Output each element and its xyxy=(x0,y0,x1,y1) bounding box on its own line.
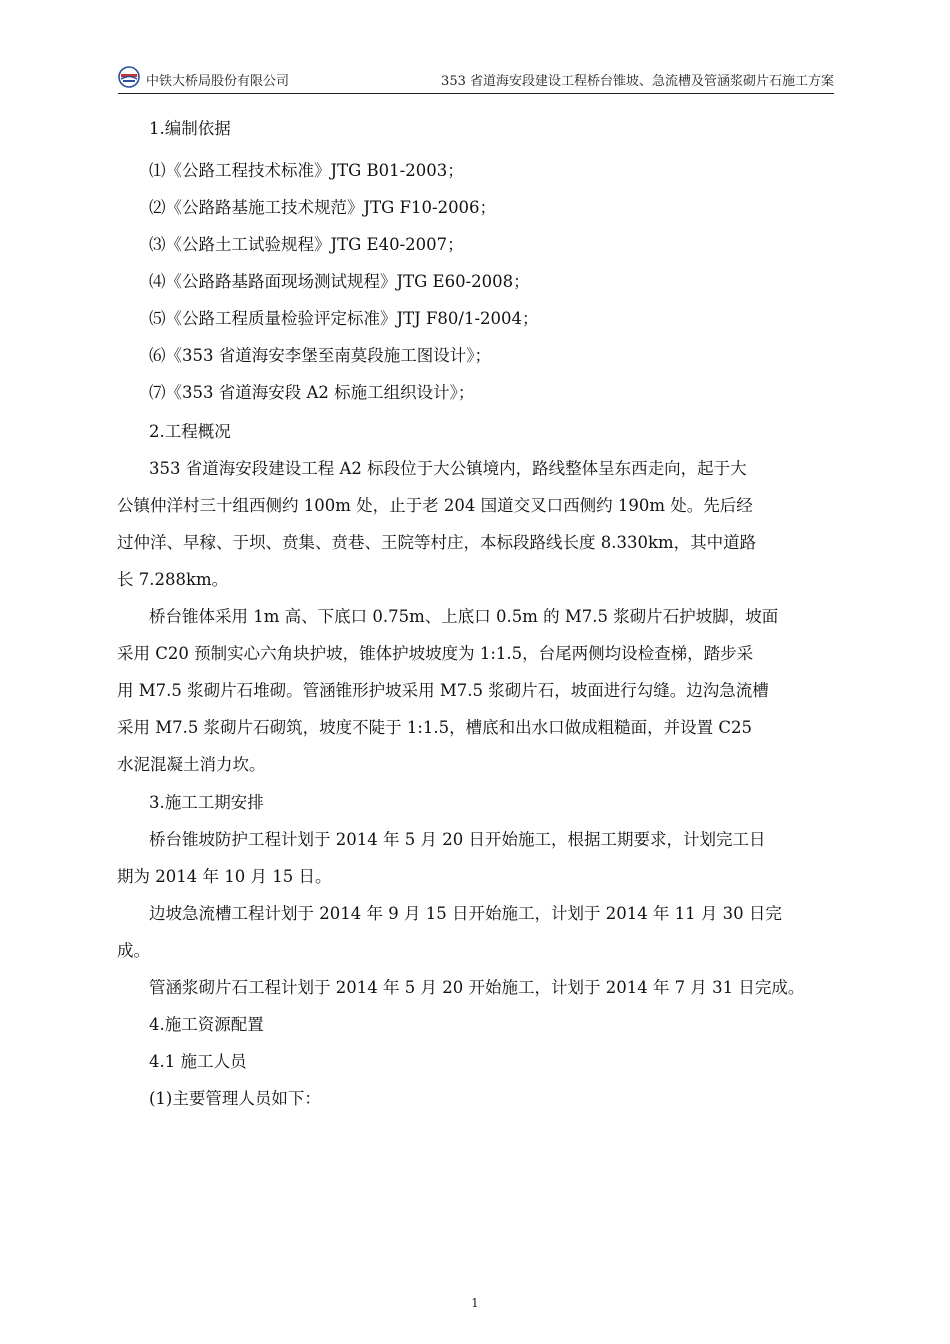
paragraph-line: 水泥混凝土消力坎。 xyxy=(117,755,266,774)
paragraph-line: 桥台锥体采用 1m 高、下底口 0.75m、上底口 0.5m 的 M7.5 浆砌片石护坡脚，坡面 xyxy=(149,607,779,626)
paragraph-line: 353 省道海安段建设工程 A2 标段位于大公镇境内，路线整体呈东西走向，起于大 xyxy=(149,459,747,478)
document-title: 353 省道海安段建设工程桥台锥坡、急流槽及管涵浆砌片石施工方案 xyxy=(441,74,834,89)
company-logo-icon xyxy=(118,66,140,88)
section-heading: 1.编制依据 xyxy=(149,119,231,138)
paragraph-line: 公镇仲洋村三十组西侧约 100m 处，止于老 204 国道交叉口西侧约 190m 处。先后经 xyxy=(117,496,753,515)
reference-item: ⑵《公路路基施工技术规范》JTG F10-2006； xyxy=(149,198,497,217)
reference-item: ⑴《公路工程技术标准》JTG B01-2003； xyxy=(149,161,464,180)
paragraph-line: 桥台锥坡防护工程计划于 2014 年 5 月 20 日开始施工，根据工期要求，计划完工日 xyxy=(149,830,766,849)
reference-item: ⑹《353 省道海安李堡至南莫段施工图设计》； xyxy=(149,346,491,365)
reference-item: ⑷《公路路基路面现场测试规程》JTG E60-2008； xyxy=(149,272,530,291)
subsection-heading: 4.1 施工人员 xyxy=(149,1052,247,1071)
reference-item: ⑸《公路工程质量检验评定标准》JTJ F80/1-2004； xyxy=(149,309,539,328)
reference-item: ⑶《公路土工试验规程》JTG E40-2007； xyxy=(149,235,464,254)
section-heading: 4.施工资源配置 xyxy=(149,1015,264,1034)
header-divider xyxy=(118,93,834,94)
reference-item: ⑺《353 省道海安段 A2 标施工组织设计》； xyxy=(149,383,475,402)
page-header xyxy=(118,64,834,92)
section-heading: 3.施工工期安排 xyxy=(149,793,264,812)
paragraph-line: 成。 xyxy=(117,941,150,960)
company-name: 中铁大桥局股份有限公司 xyxy=(146,74,290,89)
page-number: 1 xyxy=(471,1296,479,1310)
paragraph-line: 采用 C20 预制实心六角块护坡，锥体护坡坡度为 1:1.5，台尾两侧均设检查梯，踏步采 xyxy=(117,644,754,663)
paragraph-line: 期为 2014 年 10 月 15 日。 xyxy=(117,867,332,886)
paragraph-line: 长 7.288km。 xyxy=(117,570,229,589)
paragraph-line: 采用 M7.5 浆砌片石砌筑，坡度不陡于 1:1.5，槽底和出水口做成粗糙面，并设置 C25 xyxy=(117,718,753,737)
paragraph-line: (1)主要管理人员如下： xyxy=(149,1089,321,1108)
paragraph-line: 过仲洋、早稼、于坝、贲集、贲巷、王院等村庄，本标段路线长度 8.330km，其中道路 xyxy=(117,533,757,552)
paragraph-line: 管涵浆砌片石工程计划于 2014 年 5 月 20 开始施工，计划于 2014 年 7 月 31 日完成。 xyxy=(149,978,805,997)
paragraph-line: 边坡急流槽工程计划于 2014 年 9 月 15 日开始施工，计划于 2014 年 11 月 30 日完 xyxy=(149,904,782,923)
paragraph-line: 用 M7.5 浆砌片石堆砌。管涵锥形护坡采用 M7.5 浆砌片石，坡面进行勾缝。边沟急流槽 xyxy=(117,681,769,700)
section-heading: 2.工程概况 xyxy=(149,422,231,441)
